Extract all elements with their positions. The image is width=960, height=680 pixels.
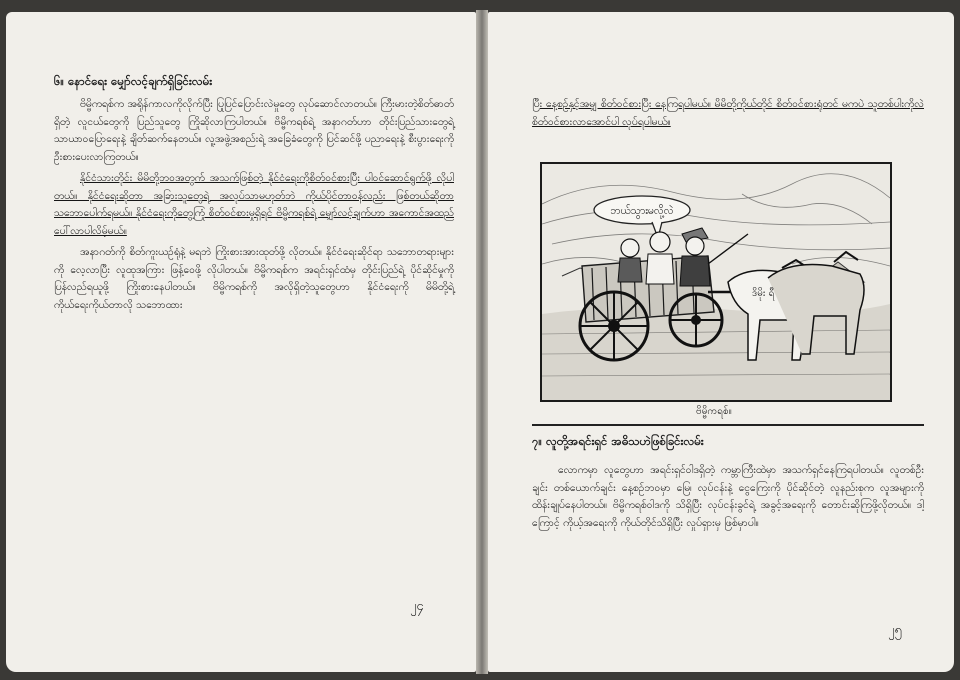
section-heading-7: ၇။ လူတို့အရင်းရှင် အဓိသဟဲဖြစ်ခြင်းလမ်း	[532, 434, 704, 448]
illustration-caption: ဗိမ္ဗိကရစ်။	[696, 406, 732, 417]
section-heading-6: ၆။ နောင်ရေး မျှော်လင့်ချက်ရှိခြင်းလမ်း	[54, 74, 213, 88]
ox-label: ဒိမိုး ရီ	[752, 288, 775, 299]
paragraph: အနာဂတ်ကို စိတ်ကူးယဉ်ရုံနဲ့ မရဘဲ ကြိုးစားအားထုတ်ဖို့ လိုတယ်။ နိုင်ငံရေးဆိုင်ရာ သဘောတရားများကို လေ့လာပြီး လူထုအကြား ဖြန့်ဝေဖို့ လိုပါတယ်။ ဗိမ္ဗိကရစ်က အရင်းရှင်ထံမှ တိုင်းပြည်ရဲ့ ပိုင်ဆိုင်မှုကို ပြန်လည်ရယူဖို့ ကြိုးစားနေပါတယ်။ ဗိမ္ဗိကရစ်ကို အလိုရှိတဲ့သူတွေဟာ နိုင်ငံရေးကို မိမိတို့ရဲ့ ကိုယ်ရေးကိုယ်တာလို သဘောထား	[54, 246, 454, 311]
section-divider	[532, 424, 924, 426]
right-body-text	[532, 462, 924, 536]
page-number: ၂၄	[410, 599, 424, 614]
speech-bubble-text: ဘယ်သွားမလို့လဲ	[610, 205, 674, 217]
paragraph: နိုင်ငံသားတိုင်း မိမိတို့ဘဝအတွက် အသက်ဖြစ်တဲ့ နိုင်ငံရေးကိုစိတ်ဝင်စားပြီး ပါဝင်ဆောင်ရွက်ဖို့ လိုပါတယ်။ နိုင်ငံရေးဆိုတာ အခြားသူတွေရဲ့ အလုပ်သာမဟုတ်ဘဲ ကိုယ်ပိုင်တာဝန်လည်း ဖြစ်တယ်ဆိုတာ သဘောပေါက်ရမယ်။ နိုင်ငံရေးကိုတွေ့ကြုံ စိတ်ဝင်စားမှုရှိရင် ဗိမ္ဗိကရစ်ရဲ့ မျှော်လင့်ချက်ဟာ အကောင်အထည်ပေါ်လာပါလိမ့်မယ်။	[54, 172, 454, 237]
left-body-text	[54, 96, 454, 318]
paragraph: ပြီး နေ့စဉ်နှင့်အမျှ စိတ်ဝင်စားပြီး နေကြရပါမယ်။ မိမိတို့ကိုယ်တိုင် စိတ်ဝင်စားရုံတင် မကပဲ သူတစ်ပါးကိုလဲ စိတ်ဝင်စားလာအောင်ပါ လုပ်ရပါမယ်။	[532, 98, 924, 128]
book-gutter	[476, 10, 488, 674]
ox-cart-illustration	[540, 162, 892, 402]
paragraph: ဗိမ္ဗိကရစ်က အရိုန်ကာလကိုလိုက်ပြီး ပြုပြင်ပြောင်းလဲမှုတွေ လုပ်ဆောင်လာတယ်။ ကြီးမားတဲ့စိတ်ဓာတ်ရှိတဲ့ လူငယ်တွေကို ပြည်သူတွေ ကြိုဆိုလာကြပါတယ်။ ဗိမ္ဗိကရစ်ရဲ့ အနာဂတ်ဟာ တိုင်းပြည်သားတွေရဲ့ သာယာဝပြောရေးနဲ့ ချိတ်ဆက်နေတယ်။ လူ့အဖွဲ့အစည်းရဲ့ အခြေခံတွေကို ပြင်ဆင်ဖို့ ပညာရေးနဲ့ စီးပွားရေးကို ဦးစားပေးလာကြတယ်။	[54, 98, 454, 163]
right-page	[488, 12, 954, 672]
page-number: ၂၅	[888, 623, 902, 638]
illustration-drawing	[542, 164, 890, 400]
left-page	[6, 12, 476, 672]
paragraph: လောကမှာ လူတွေဟာ အရင်းရှင်ဝါဒရှိတဲ့ ကမ္ဘာကြီးထဲမှာ အသက်ရှင်နေကြရပါတယ်။ လူတစ်ဦးချင်း တစ်ယောက်ချင်း နေ့စဉ်ဘဝမှာ မြေ၊ လုပ်ငန်းနဲ့ ငွေကြေးကို ပိုင်ဆိုင်တဲ့ လူနည်းစုက လူအများကို ထိန်းချုပ်နေပါတယ်။ ဗိမ္ဗိကရစ်ဝါဒကို သိရှိပြီး လုပ်ငန်းခွင်ရဲ့ အခွင့်အရေးကို တောင်းဆိုကြဖို့လိုတယ်။ ဒါ့ကြောင့် ကိုယ့်အရေးကို ကိုယ်တိုင်သိရှိပြီး လှုပ်ရှားမှ ဖြစ်မှာပါ။	[532, 464, 924, 529]
right-intro-text	[532, 96, 924, 135]
